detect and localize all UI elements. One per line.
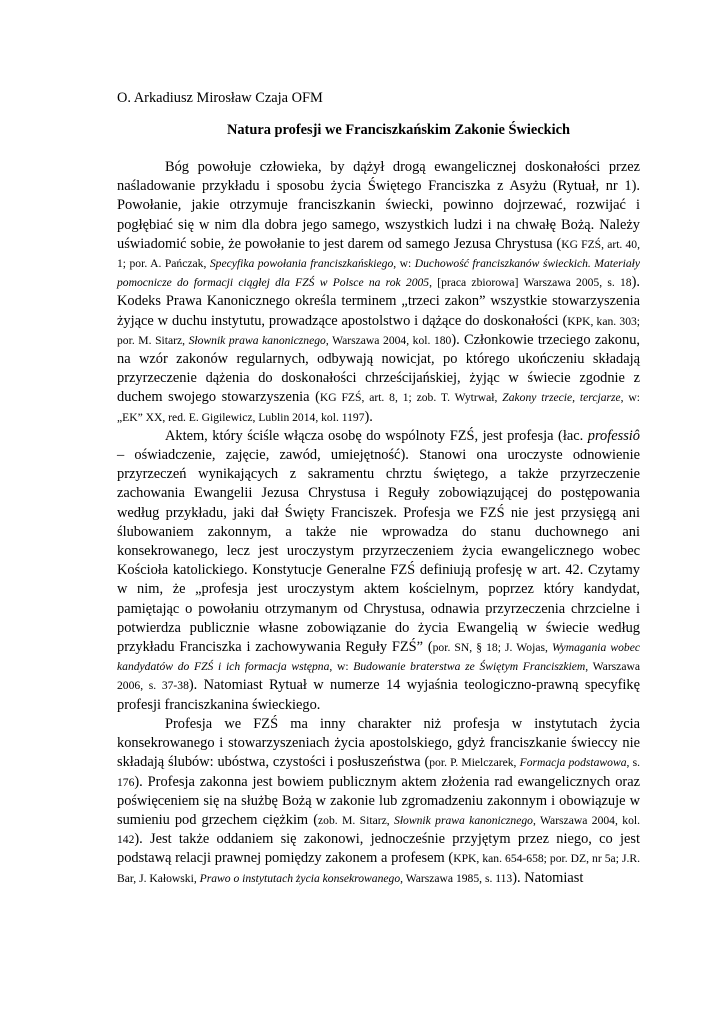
p3-text-c: ). Jest także oddaniem się zakonowi, jednocześnie przyjętym przez niego, co jest podstawą relacji prawnej pomiędzy zakonem a profesem ( [117,831,640,867]
author-line: O. Arkadiusz Mirosław Czaja OFM [117,90,323,106]
p1-ref-1-e: , [praca zbiorowa] Warszawa 2005, s. 18 [429,276,632,290]
p2-ref-1-e: , Warszawa 2006, s. 37-38 [117,660,640,693]
p3-text-d: ). Natomiast [512,869,584,886]
p1-text-a: Bóg powołuje człowieka, by dążył drogą ewangelicznej doskonałości przez naśladowanie przykładu i sposobu życia Świętego Franciszka z Asyżu (Rytuał, nr 1). Powołanie, jakie otrzymuje franciszkanin świecki, powinno dojrzewać, rozwijać i pogłębiać się w nim dla dobra jego samego, wszystkich ludzi i na chwałę Bożą. Należy uświadomić sobie, że powołanie to jest darem od samego Jezusa Chrystusa ( [117,159,640,252]
p1-ref-2-c: , Warszawa 2004, kol. 180 [325,333,452,347]
p3-text-a: Profesja we FZŚ ma inny charakter niż profesja w instytutach życia konsekrowanego i stowarzyszeniach życia apostolskiego, gdyż franciszkanie świeccy nie składają ślubów: ubóstwa, czystości i posłuszeństwa ( [117,715,640,771]
p1-ref-1-c: , w: [393,257,415,271]
p2-text-c: – oświadczenie, zajęcie, zawód, umiejętność). Stanowi ona uroczyste odnowienie przyrzeczeń wynikających z sakramentu chrztu świętego, a także przyrzeczenie zachowania Ewangelii Jezusa Chrystusa i Reguły zobowiązującej do postępowania według przykładu, jaki dał Święty Franciszek. Profesja we FZŚ nie jest przysięgą ani ślubowaniem zakonnym, a także nie wprowadza do stanu duchownego ani konsekrowanego, lecz jest uroczystym przyrzeczeniem życia ewangelicznego wobec Kościoła katolickiego. Konstytucje Generalne FZŚ definiują profesję w art. 42. Czytamy w nim, że „profesja jest uroczystym aktem kościelnym, poprzez który kandydat, pamiętając o powołaniu otrzymanym od Chrystusa, odnawia przyrzeczenia chrzcielne i potwierdza publicznie własne zobowiązanie do życia Ewangelią w świecie według przykładu Franciszka i zachowywania Reguły FZŚ” ( [117,447,640,656]
p1-ref-1-a: KG FZŚ, art. 40, 1; por. A. Pańczak, [117,237,640,271]
p2-ref-1-d: Budowanie braterstwa ze Świętym Franciszkiem [353,660,586,674]
p3-text-b: ). Profesja zakonna jest bowiem publicznym aktem złożenia rad ewangelicznych oraz poświęceniem się na służbę Bożą w zakonie lub zgromadzeniu zakonnym i obowiązuje w sumieniu pod grzechem ciężkim ( [117,773,640,828]
p3-ref-2-a: zob. M. Sitarz, [318,813,395,827]
p3-ref-1-c: , s. 176 [117,756,640,789]
paragraph-3 [117,715,640,888]
p2-ref-1-a: por. SN, § 18; J. Wojas, [432,641,552,655]
p1-ref-3-b: Zakony trzecie, tercjarze [502,391,621,405]
p1-text-d: ). [364,408,373,425]
p1-text-c: ). Członkowie trzeciego zakonu, na wzór zakonów regularnych, odbywają nowicjat, po którego ukończeniu składają przyrzeczenie dążenia do doskonałości chrześcijańskiej, żyjąc w świecie zgodnie z duchem swojego stowarzyszenia ( [117,331,640,406]
p3-ref-3-b: Prawo o instytutach życia konsekrowanego [199,871,401,885]
p1-ref-3-a: KG FZŚ, art. 8, 1; zob. T. Wytrwał, [319,391,503,405]
p2-ref-1-c: , w: [329,660,354,674]
document-page [117,88,640,888]
p2-ref-1-b: Wymagania wobec kandydatów do FZŚ i ich formacja wstępna [117,641,640,674]
p3-ref-3-c: , Warszawa 1985, s. 113 [400,871,513,885]
p3-ref-2-c: , Warszawa 2004, kol. 142 [117,813,640,847]
p3-ref-2-b: Słownik prawa kanonicznego [394,813,533,827]
p3-ref-1-b: Formacja podstawowa [519,756,627,770]
document-title: Natura profesji we Franciszkańskim Zakonie Świeckich [226,122,571,138]
p2-text-d: ). Natomiast Rytuał w numerze 14 wyjaśnia teologiczno-prawną specyfikę profesji franciszkanina świeckiego. [117,677,640,713]
p1-ref-2-a: KPK, kan. 303; por. M. Sitarz, [117,314,641,347]
p1-ref-3-c: , w: „EK” XX, red. E. Gigilewicz, Lublin 2014, kol. 1197 [117,391,641,424]
p1-text-b: ). Kodeks Prawa Kanonicznego określa terminem „trzeci zakon” wszystkie stowarzyszenia żyjące w duchu instytutu, prowadzące apostolstwo i dążące do doskonałości ( [117,274,640,329]
paragraph-2 [117,427,640,715]
p3-ref-3-a: KPK, kan. 654-658; por. DZ, nr 5a; J.R. Bar, J. Kałowski, [117,852,640,885]
paragraph-1 [117,158,640,427]
p2-latin-term: professiô [587,427,640,444]
p2-text-a: Aktem, który ściśle włącza osobę do wspólnoty FZŚ, jest profesja (łac. [165,427,588,444]
p1-ref-2-b: Słownik prawa kanonicznego [188,333,326,347]
p1-ref-1-d: Duchowość franciszkanów świeckich. Materiały pomocnicze do formacji ciągłej dla FZŚ w Polsce na rok 2005 [117,257,641,290]
p1-ref-1-b: Specyfika powołania franciszkańskiego [209,257,394,271]
p3-ref-1-a: por. P. Mielczarek, [429,756,520,770]
